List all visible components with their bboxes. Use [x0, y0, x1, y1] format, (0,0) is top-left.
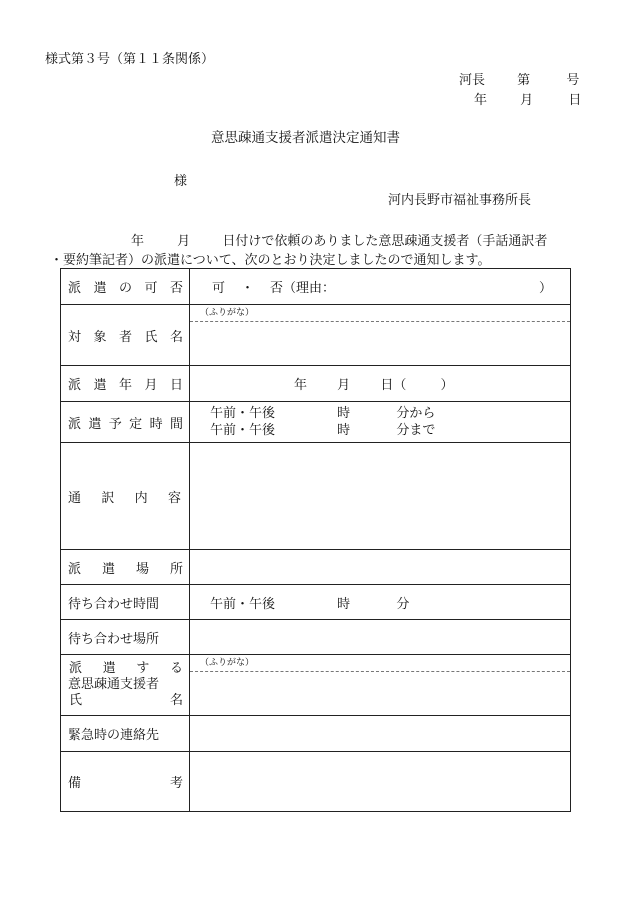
reason-label: （理由：: [283, 281, 336, 296]
row-supporter: [61, 655, 571, 716]
label-cell: [61, 443, 190, 550]
row-place: [61, 550, 571, 585]
reason-close: ）: [538, 281, 552, 296]
issue-date-line: [474, 93, 581, 109]
row-approval: [61, 269, 571, 305]
dispatch-day: 日（: [380, 378, 407, 393]
ref-no-prefix: 第: [517, 73, 531, 88]
label-cell: [61, 716, 190, 752]
label-meet-time: 待ち合わせ時間: [68, 596, 160, 612]
end-ampm[interactable]: 午前・午後: [210, 423, 276, 438]
row-subject-name: [61, 305, 571, 366]
label-content: 通 訳 内 容: [68, 490, 181, 506]
label-cell: [61, 269, 190, 305]
dispatch-weekday-close: ）: [440, 378, 454, 393]
subject-name-field[interactable]: [190, 305, 571, 366]
meet-minute: 分: [396, 596, 410, 612]
row-meet-time: [61, 585, 571, 620]
decision-form-table: [60, 268, 571, 812]
label-emergency: 緊急時の連絡先: [68, 728, 160, 743]
label-cell: [61, 366, 190, 402]
label-meet-place: 待ち合わせ場所: [68, 631, 160, 647]
label-subject-name: 対 象 者 氏 名: [68, 329, 183, 345]
start-hour: 時: [337, 406, 351, 421]
subject-furigana: （ふりがな）: [190, 305, 570, 322]
label-supporter-1: 派 遣 す る: [69, 661, 183, 676]
label-remarks: 備 考: [68, 776, 183, 791]
label-supporter-3: 氏 名: [69, 693, 183, 708]
supporter-furigana: （ふりがな）: [190, 655, 570, 672]
dispatch-date-field[interactable]: [190, 366, 571, 402]
row-dispatch-date: [61, 366, 571, 402]
ref-no-suffix: 号: [566, 73, 580, 88]
content-field[interactable]: [190, 443, 571, 550]
supporter-name-field[interactable]: [190, 655, 571, 716]
intro-month: 月: [177, 234, 191, 249]
label-cell: [61, 585, 190, 620]
meet-ampm[interactable]: 午前・午後: [210, 596, 276, 612]
meet-time-field[interactable]: [190, 585, 571, 620]
label-cell: [61, 305, 190, 366]
label-cell: [61, 620, 190, 655]
row-emergency: [61, 716, 571, 752]
row-remarks: [61, 752, 571, 812]
planned-time-field[interactable]: [190, 402, 571, 443]
label-planned-time: 派 遣 予 定 時 間: [68, 416, 183, 432]
meet-place-field[interactable]: [190, 620, 571, 655]
intro-text-1: 日付けで依頼のありました意思疎通支援者（手話通訳者: [222, 234, 548, 249]
start-ampm[interactable]: 午前・午後: [210, 406, 276, 421]
document-title: 意思疎通支援者派遣決定通知書: [211, 130, 400, 146]
addressee-suffix: 様: [174, 174, 188, 189]
issue-month: 月: [520, 93, 534, 108]
row-content: [61, 443, 571, 550]
meet-hour: 時: [337, 596, 351, 612]
option-no[interactable]: 否: [270, 281, 284, 296]
end-time-line: [210, 422, 570, 439]
issue-day: 日: [568, 93, 582, 108]
dispatch-month: 月: [337, 378, 351, 393]
label-dispatch-date: 派 遣 年 月 日: [68, 378, 183, 393]
issuer-name: 河内長野市福祉事務所長: [388, 193, 532, 208]
start-time-line: [210, 405, 570, 422]
approval-field[interactable]: [190, 269, 571, 305]
issue-year: 年: [474, 93, 488, 108]
label-supporter-2: 意思疎通支援者: [68, 677, 160, 692]
emergency-field[interactable]: [190, 716, 571, 752]
reference-number-line: [459, 73, 579, 89]
start-from: 分から: [396, 406, 436, 421]
label-cell: [61, 550, 190, 585]
label-approval: 派 遣 の 可 否: [68, 281, 183, 296]
ref-office: 河長: [459, 73, 486, 88]
intro-year: 年: [131, 234, 145, 249]
option-yes[interactable]: 可: [212, 281, 226, 296]
intro-line-2: ・要約筆記者）の派遣について、次のとおり決定しましたので通知します。: [50, 253, 491, 268]
label-cell: [61, 402, 190, 443]
label-cell: [61, 752, 190, 812]
remarks-field[interactable]: [190, 752, 571, 812]
end-to: 分まで: [396, 423, 436, 438]
row-meet-place: [61, 620, 571, 655]
place-field[interactable]: [190, 550, 571, 585]
option-separator: ・: [241, 281, 255, 296]
dispatch-year: 年: [294, 378, 308, 393]
label-place: 派 遣 場 所: [68, 561, 183, 577]
end-hour: 時: [337, 423, 351, 438]
row-planned-time: [61, 402, 571, 443]
label-cell: [61, 655, 190, 716]
intro-line-1: [131, 234, 547, 250]
form-number: 様式第３号（第１１条関係）: [45, 52, 215, 67]
